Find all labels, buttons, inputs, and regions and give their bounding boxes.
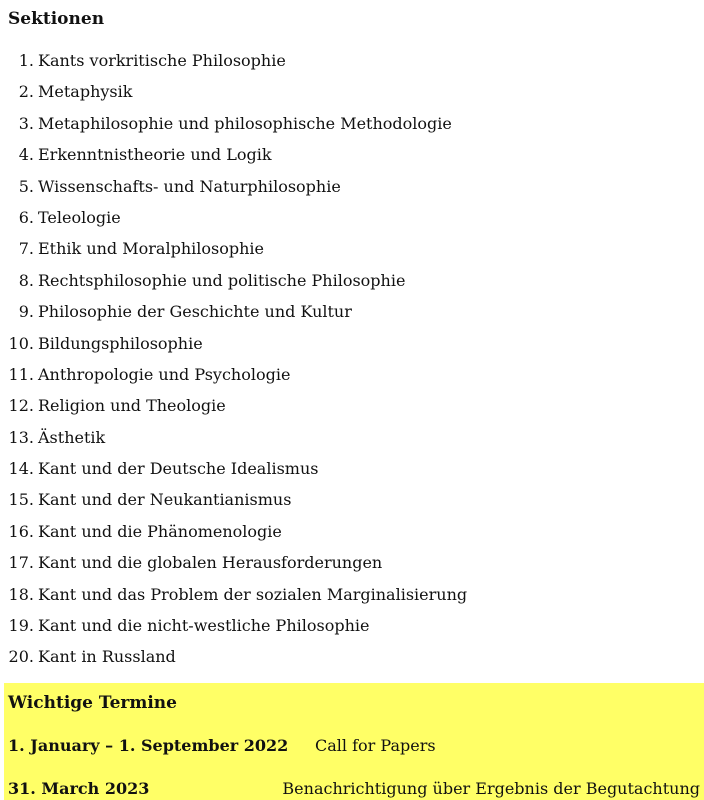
list-item [0, 458, 467, 489]
date-description: Call for Papers [315, 736, 436, 755]
list-item [0, 81, 467, 112]
list-item-label: Metaphysik [38, 82, 133, 102]
list-item [0, 50, 467, 81]
list-item-number: 9. [18, 302, 34, 322]
list-item-number: 18. [8, 584, 34, 604]
list-item [0, 333, 467, 364]
list-item-number: 11. [8, 364, 34, 384]
list-item [0, 238, 467, 269]
list-item-label: Religion und Theologie [38, 396, 226, 416]
list-item-number: 7. [18, 239, 34, 259]
sections-list [0, 50, 467, 678]
sections-heading: Sektionen [8, 9, 105, 29]
list-item-number: 10. [8, 333, 34, 353]
list-item-label: Kant und die nicht-westliche Philosophie [38, 616, 370, 636]
list-item-number: 20. [8, 647, 34, 667]
list-item [0, 395, 467, 426]
list-item [0, 489, 467, 520]
list-item-label: Bildungsphilosophie [38, 333, 203, 353]
list-item-number: 8. [18, 270, 34, 290]
list-item-label: Metaphilosophie und philosophische Methodologie [38, 113, 452, 133]
list-item-number: 13. [8, 427, 34, 447]
list-item-number: 15. [8, 490, 34, 510]
important-dates-heading: Wichtige Termine [8, 693, 177, 713]
list-item-label: Kant und das Problem der sozialen Marginalisierung [38, 584, 468, 604]
date-row [8, 735, 700, 757]
list-item-number: 3. [18, 113, 34, 133]
list-item [0, 176, 467, 207]
list-item [0, 615, 467, 646]
list-item [0, 552, 467, 583]
list-item-number: 17. [8, 553, 34, 573]
list-item-label: Ästhetik [38, 427, 106, 447]
list-item-label: Wissenschafts- und Naturphilosophie [38, 176, 341, 196]
list-item-number: 6. [18, 207, 34, 227]
list-item-label: Ethik und Moralphilosophie [38, 239, 264, 259]
list-item-number: 2. [18, 82, 34, 102]
list-item-label: Rechtsphilosophie und politische Philosophie [38, 270, 406, 290]
list-item-number: 4. [18, 145, 34, 165]
list-item-number: 14. [8, 459, 34, 479]
list-item [0, 364, 467, 395]
date-label: 31. March 2023 [8, 779, 150, 798]
important-dates-box [4, 683, 704, 800]
list-item-label: Kants vorkritische Philosophie [38, 51, 286, 70]
list-item-number: 5. [18, 176, 34, 196]
list-item-label: Kant und die Phänomenologie [38, 521, 282, 541]
date-description: Benachrichtigung über Ergebnis der Begutachtung [282, 779, 700, 798]
list-item [0, 270, 467, 301]
list-item-number: 16. [8, 521, 34, 541]
list-item-label: Teleologie [38, 207, 121, 227]
list-item-number: 19. [8, 616, 34, 636]
list-item [0, 113, 467, 144]
list-item [0, 427, 467, 458]
list-item [0, 646, 467, 677]
list-item [0, 207, 467, 238]
list-item-label: Erkenntnistheorie und Logik [38, 145, 272, 165]
list-item-label: Anthropologie und Psychologie [38, 364, 291, 384]
list-item-label: Kant und die globalen Herausforderungen [38, 553, 383, 573]
list-item [0, 584, 467, 615]
list-item-label: Kant und der Deutsche Idealismus [38, 459, 319, 479]
list-item-number: 12. [8, 396, 34, 416]
list-item-number: 1. [18, 51, 34, 70]
list-item-label: Philosophie der Geschichte und Kultur [38, 302, 352, 322]
list-item-label: Kant in Russland [38, 647, 176, 667]
list-item-label: Kant und der Neukantianismus [38, 490, 292, 510]
date-label: 1. January – 1. September 2022 [8, 736, 289, 755]
list-item [0, 521, 467, 552]
date-row [8, 778, 700, 800]
list-item [0, 144, 467, 175]
list-item [0, 301, 467, 332]
